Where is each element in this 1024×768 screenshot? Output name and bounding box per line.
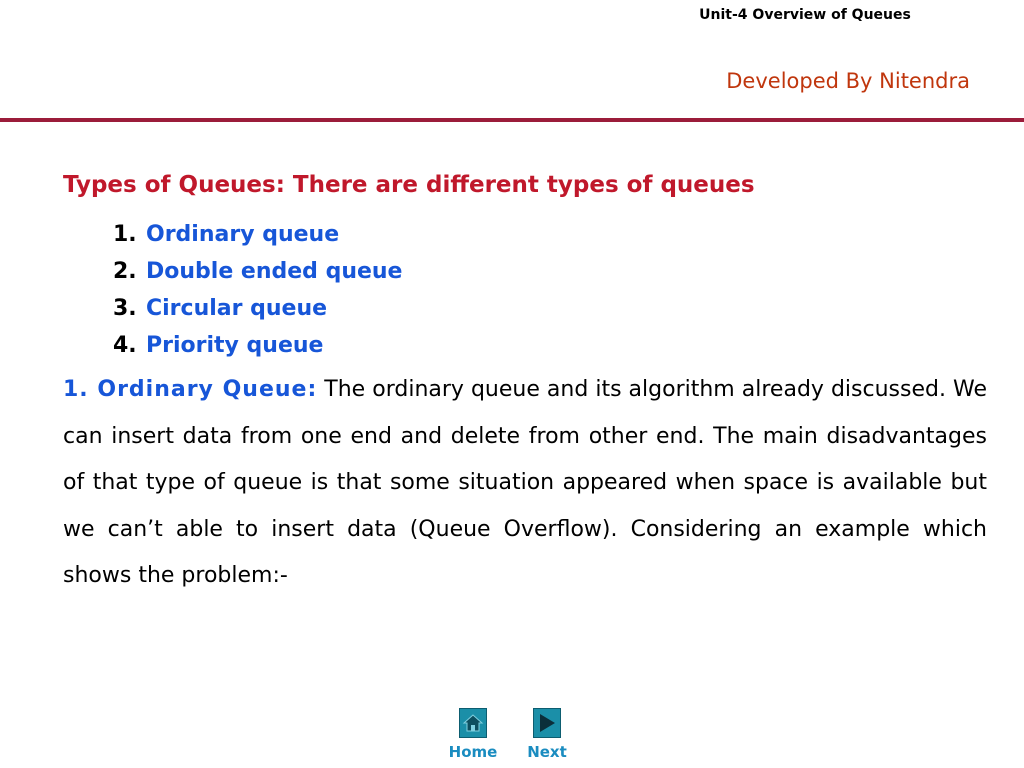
- section-heading: Types of Queues: There are different types of queues: [63, 172, 755, 198]
- home-icon[interactable]: [459, 708, 487, 738]
- play-arrow-glyph: [537, 712, 557, 734]
- list-item-number: 3.: [113, 296, 137, 321]
- home-label[interactable]: Home: [448, 743, 498, 761]
- list-item-number: 4.: [113, 333, 137, 358]
- header-developer: Developed By Nitendra: [726, 69, 970, 93]
- ordinary-queue-paragraph: [63, 367, 987, 600]
- queue-types-list: [113, 216, 402, 364]
- list-item: [113, 253, 402, 290]
- paragraph-lead: 1. Ordinary Queue:: [63, 377, 318, 402]
- next-button[interactable]: [512, 708, 582, 761]
- list-item-label: Priority queue: [146, 333, 324, 358]
- play-arrow-icon[interactable]: [533, 708, 561, 738]
- home-icon-glyph: [462, 712, 484, 734]
- list-item: [113, 290, 402, 327]
- list-item: [113, 327, 402, 364]
- paragraph-body: The ordinary queue and its algorithm already discussed. We can insert data from one end and delete from other end. The main disadvantages of that type of queue is that some situation appeared when space is available but we can’t able to insert data (Queue Overflow). Considering an example which shows the problem:-: [63, 377, 987, 588]
- list-item-number: 2.: [113, 259, 137, 284]
- next-label[interactable]: Next: [527, 743, 567, 761]
- list-item-number: 1.: [113, 222, 137, 247]
- header-unit-title: Unit-4 Overview of Queues: [699, 7, 911, 23]
- list-item-label: Circular queue: [146, 296, 328, 321]
- list-item-label: Ordinary queue: [146, 222, 340, 247]
- header-divider: [0, 118, 1024, 122]
- home-button[interactable]: [438, 708, 508, 761]
- list-item: [113, 216, 402, 253]
- list-item-label: Double ended queue: [146, 259, 403, 284]
